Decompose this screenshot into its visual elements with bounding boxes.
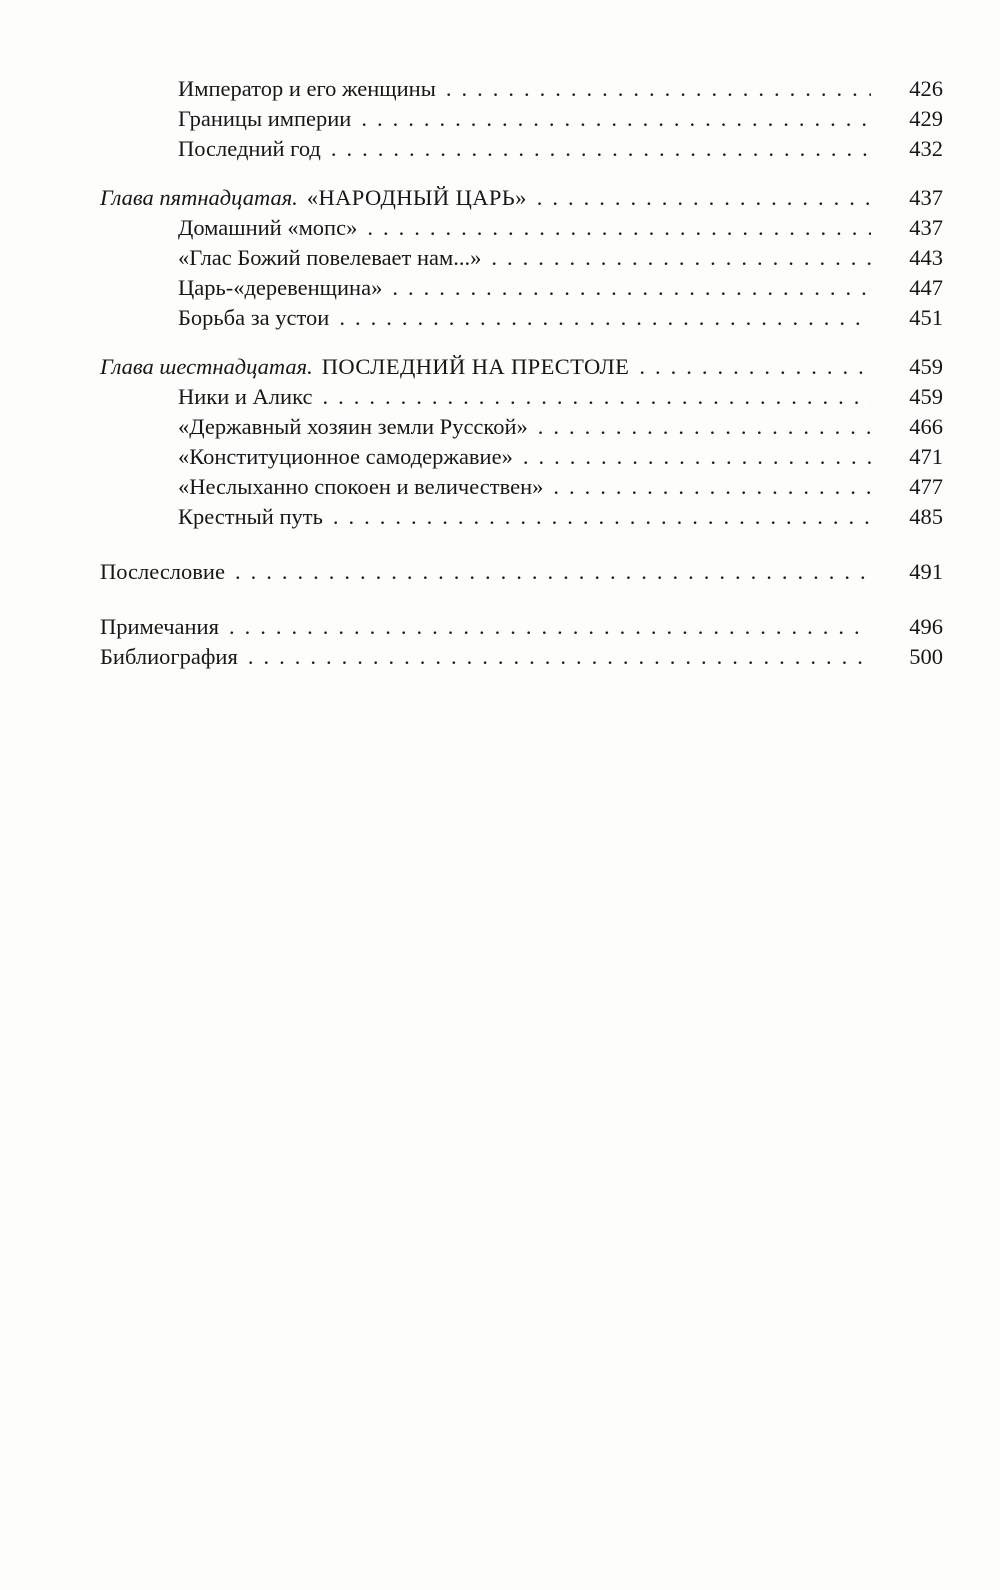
toc-entry [100,183,943,213]
dot-leader [339,303,871,333]
entry-page-number: 432 [909,136,943,161]
dot-leader [639,352,871,382]
entry-page-number: 491 [909,559,943,584]
entry-page-number: 426 [909,76,943,101]
entry-page-number: 443 [909,245,943,270]
entry-page-number: 471 [909,444,943,469]
entry-title: Император и его женщины [178,76,436,101]
table-of-contents [0,0,1000,672]
dot-leader [333,502,871,532]
entry-page-number: 485 [909,504,943,529]
dot-leader [392,273,871,303]
toc-entry [100,412,943,442]
entry-page-number: 459 [909,354,943,379]
toc-entry [100,273,943,303]
entry-title: Царь-«деревенщина» [178,275,383,300]
entry-title: Борьба за устои [178,305,330,330]
entry-title: Примечания [100,614,219,639]
dot-leader [553,472,871,502]
chapter-number-prefix: Глава пятнадцатая. [100,185,298,210]
dot-leader [538,412,871,442]
dot-leader [446,74,871,104]
dot-leader [537,183,871,213]
toc-entry [100,104,943,134]
toc-entry [100,352,943,382]
entry-title: «НАРОДНЫЙ ЦАРЬ» [306,185,527,210]
entry-page-number: 466 [909,414,943,439]
dot-leader [491,243,871,273]
entry-title: Границы империи [178,106,352,131]
toc-entry [100,502,943,532]
entry-title: Послесловие [100,559,225,584]
dot-leader [367,213,871,243]
entry-page-number: 477 [909,474,943,499]
entry-title: Ники и Аликс [178,384,313,409]
toc-entry [100,642,943,672]
entry-page-number: 500 [909,644,943,669]
entry-title: «Глас Божий повелевает нам...» [178,245,482,270]
toc-entry [100,472,943,502]
dot-leader [322,382,871,412]
entry-title: «Державный хозяин земли Русской» [178,414,528,439]
entry-title: Последний год [178,136,321,161]
dot-leader [235,557,871,587]
dot-leader [248,642,871,672]
entry-page-number: 451 [909,305,943,330]
entry-title: Библиография [100,644,238,669]
dot-leader [229,612,871,642]
dot-leader [331,134,871,164]
entry-page-number: 459 [909,384,943,409]
toc-entry [100,303,943,333]
dot-leader [361,104,871,134]
toc-entry [100,382,943,412]
toc-entry [100,243,943,273]
entry-page-number: 447 [909,275,943,300]
entry-title: «Неслыханно спокоен и величествен» [178,474,544,499]
toc-entry [100,213,943,243]
entry-title: Крестный путь [178,504,323,529]
entry-page-number: 437 [909,185,943,210]
toc-entry [100,557,943,587]
entry-title: ПОСЛЕДНИЙ НА ПРЕСТОЛЕ [321,354,630,379]
dot-leader [523,442,871,472]
entry-page-number: 496 [909,614,943,639]
entry-page-number: 437 [909,215,943,240]
toc-entry [100,134,943,164]
entry-title: Домашний «мопс» [178,215,358,240]
toc-entry [100,612,943,642]
entry-page-number: 429 [909,106,943,131]
chapter-number-prefix: Глава шестнадцатая. [100,354,313,379]
toc-entry [100,74,943,104]
entry-title: «Конституционное самодержавие» [178,444,513,469]
toc-entry [100,442,943,472]
